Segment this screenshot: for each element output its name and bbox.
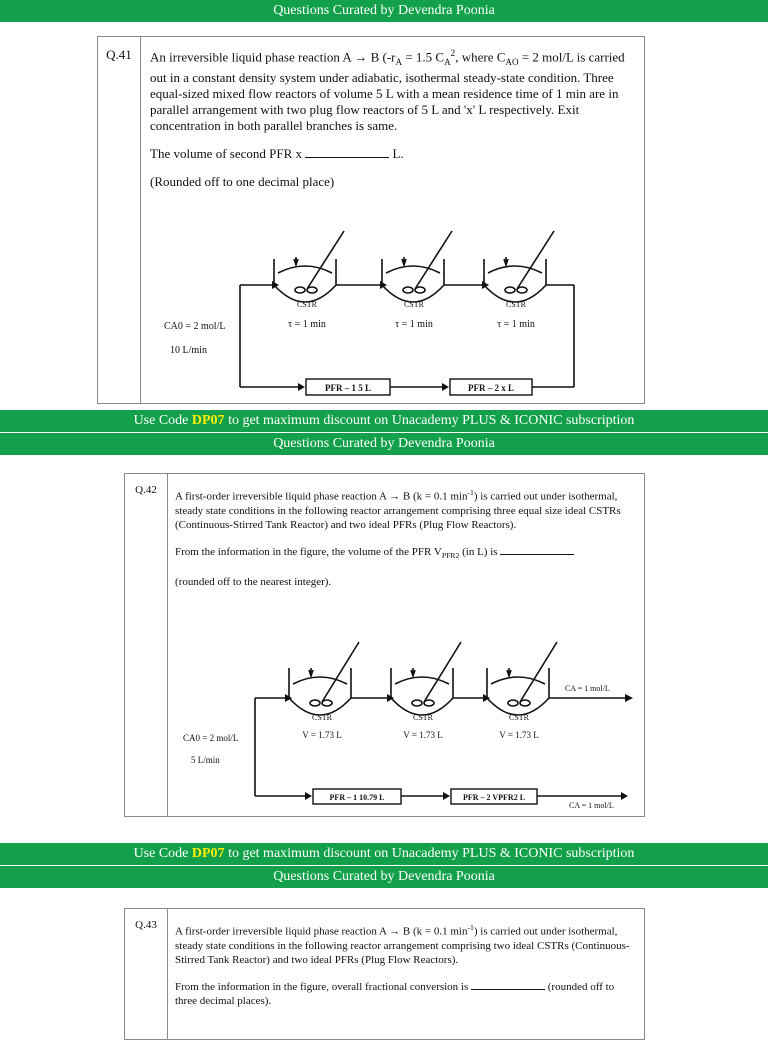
question-text: A first-order irreversible liquid phase reaction A → B (k = 0.1 $\min^{-1}$) is carried out under isothermal, steady state conditions in the following reactor arrangement comprising three equal size ideal CSTRs (Continuous-Stirred Tank Reactor) and two ideal PFRs (Plug Flow Reactors). From the information in the figure, the volume of the PFR $V_{PFR2}$ (in L) is (rounded off to the nearest integer).	[175, 488, 621, 588]
reactor-diagram-41	[98, 37, 644, 403]
question-number: Q.42	[125, 474, 168, 816]
tau-label: τ = 1 min	[395, 319, 433, 330]
volume-label: V = 1.73 L	[302, 730, 342, 740]
promo-suffix: to get maximum discount on Unacademy PLUS & ICONIC subscription	[224, 413, 635, 428]
cstr-tank	[484, 231, 554, 302]
question-41	[97, 36, 645, 404]
answer-blank	[471, 979, 545, 990]
promo-code: DP07	[191, 413, 225, 428]
volume-label: V = 1.73 L	[499, 730, 539, 740]
header-banner-1: Questions Curated by Devendra Poonia	[0, 0, 768, 22]
feed-flowrate: 5 L/min	[191, 755, 220, 765]
reactor-diagram-42	[125, 474, 644, 816]
volume-label: V = 1.73 L	[403, 730, 443, 740]
tau-label: τ = 1 min	[497, 319, 535, 330]
question-number: Q.43	[125, 909, 168, 1039]
promo-prefix: Use Code	[133, 846, 192, 861]
cstr-tank	[391, 642, 461, 715]
cstr-tank	[487, 642, 557, 715]
cstr-label: CSTR	[412, 713, 434, 722]
cstr-label: CSTR	[296, 300, 318, 309]
promo-banner-1	[0, 410, 768, 432]
cstr-tank	[289, 642, 359, 715]
question-number: Q.41	[98, 37, 141, 403]
question-43	[124, 908, 645, 1040]
cstr-label: CSTR	[505, 300, 527, 309]
promo-prefix: Use Code	[133, 413, 192, 428]
promo-code: DP07	[191, 846, 225, 861]
feed-flowrate: 10 L/min	[170, 345, 207, 356]
pfr-1-label: PFR – 1 5 L	[325, 383, 371, 393]
header-banner-3: Questions Curated by Devendra Poonia	[0, 866, 768, 888]
question-42	[124, 473, 645, 817]
question-text: An irreversible liquid phase reaction A → B ($-r_A = 1.5$ $C_A^2$, where $C_{AO} = 2$ mol/L is carried out in a constant density system under adiabatic, isothermal steady-state condition. Three equal-sized mixed flow reactors of volume 5 L with a mean residence time of 1 min are in parallel arrangement with two plug flow reactors of 5 L and 'x' L respectively. Exit concentration in both parallel branches is same. The volume of second PFR x L. (Rounded off to one decimal place)	[150, 48, 625, 189]
cstr-label: CSTR	[508, 713, 530, 722]
promo-suffix: to get maximum discount on Unacademy PLUS & ICONIC subscription	[224, 846, 635, 861]
promo-banner-2	[0, 843, 768, 865]
cstr-tank	[382, 231, 452, 302]
cstr-tank	[274, 231, 344, 302]
exit-concentration-bottom: CA = 1 mol/L	[569, 801, 614, 810]
pfr-2-label: PFR – 2 x L	[468, 383, 514, 393]
header-banner-2: Questions Curated by Devendra Poonia	[0, 433, 768, 455]
pfr-1-label: PFR – 1 10.79 L	[329, 793, 385, 802]
feed-concentration: CA0 = 2 mol/L	[164, 321, 226, 332]
cstr-label: CSTR	[311, 713, 333, 722]
cstr-label: CSTR	[403, 300, 425, 309]
exit-concentration-top: CA = 1 mol/L	[565, 684, 610, 693]
question-text: A first-order irreversible liquid phase reaction A → B (k = 0.1 $\min^{-1}$) is carried out under isothermal, steady state conditions in the following reactor arrangement comprising two ideal CSTRs (Continuous-Stirred Tank Reactor) and two ideal PFRs (Plug Flow Reactors). From the information in the figure, overall fractional conversion is (rounded off to three decimal places).	[175, 923, 630, 1007]
feed-concentration: CA0 = 2 mol/L	[183, 733, 239, 743]
pfr-2-label: PFR – 2 VPFR2 L	[462, 793, 526, 802]
tau-label: τ = 1 min	[288, 319, 326, 330]
